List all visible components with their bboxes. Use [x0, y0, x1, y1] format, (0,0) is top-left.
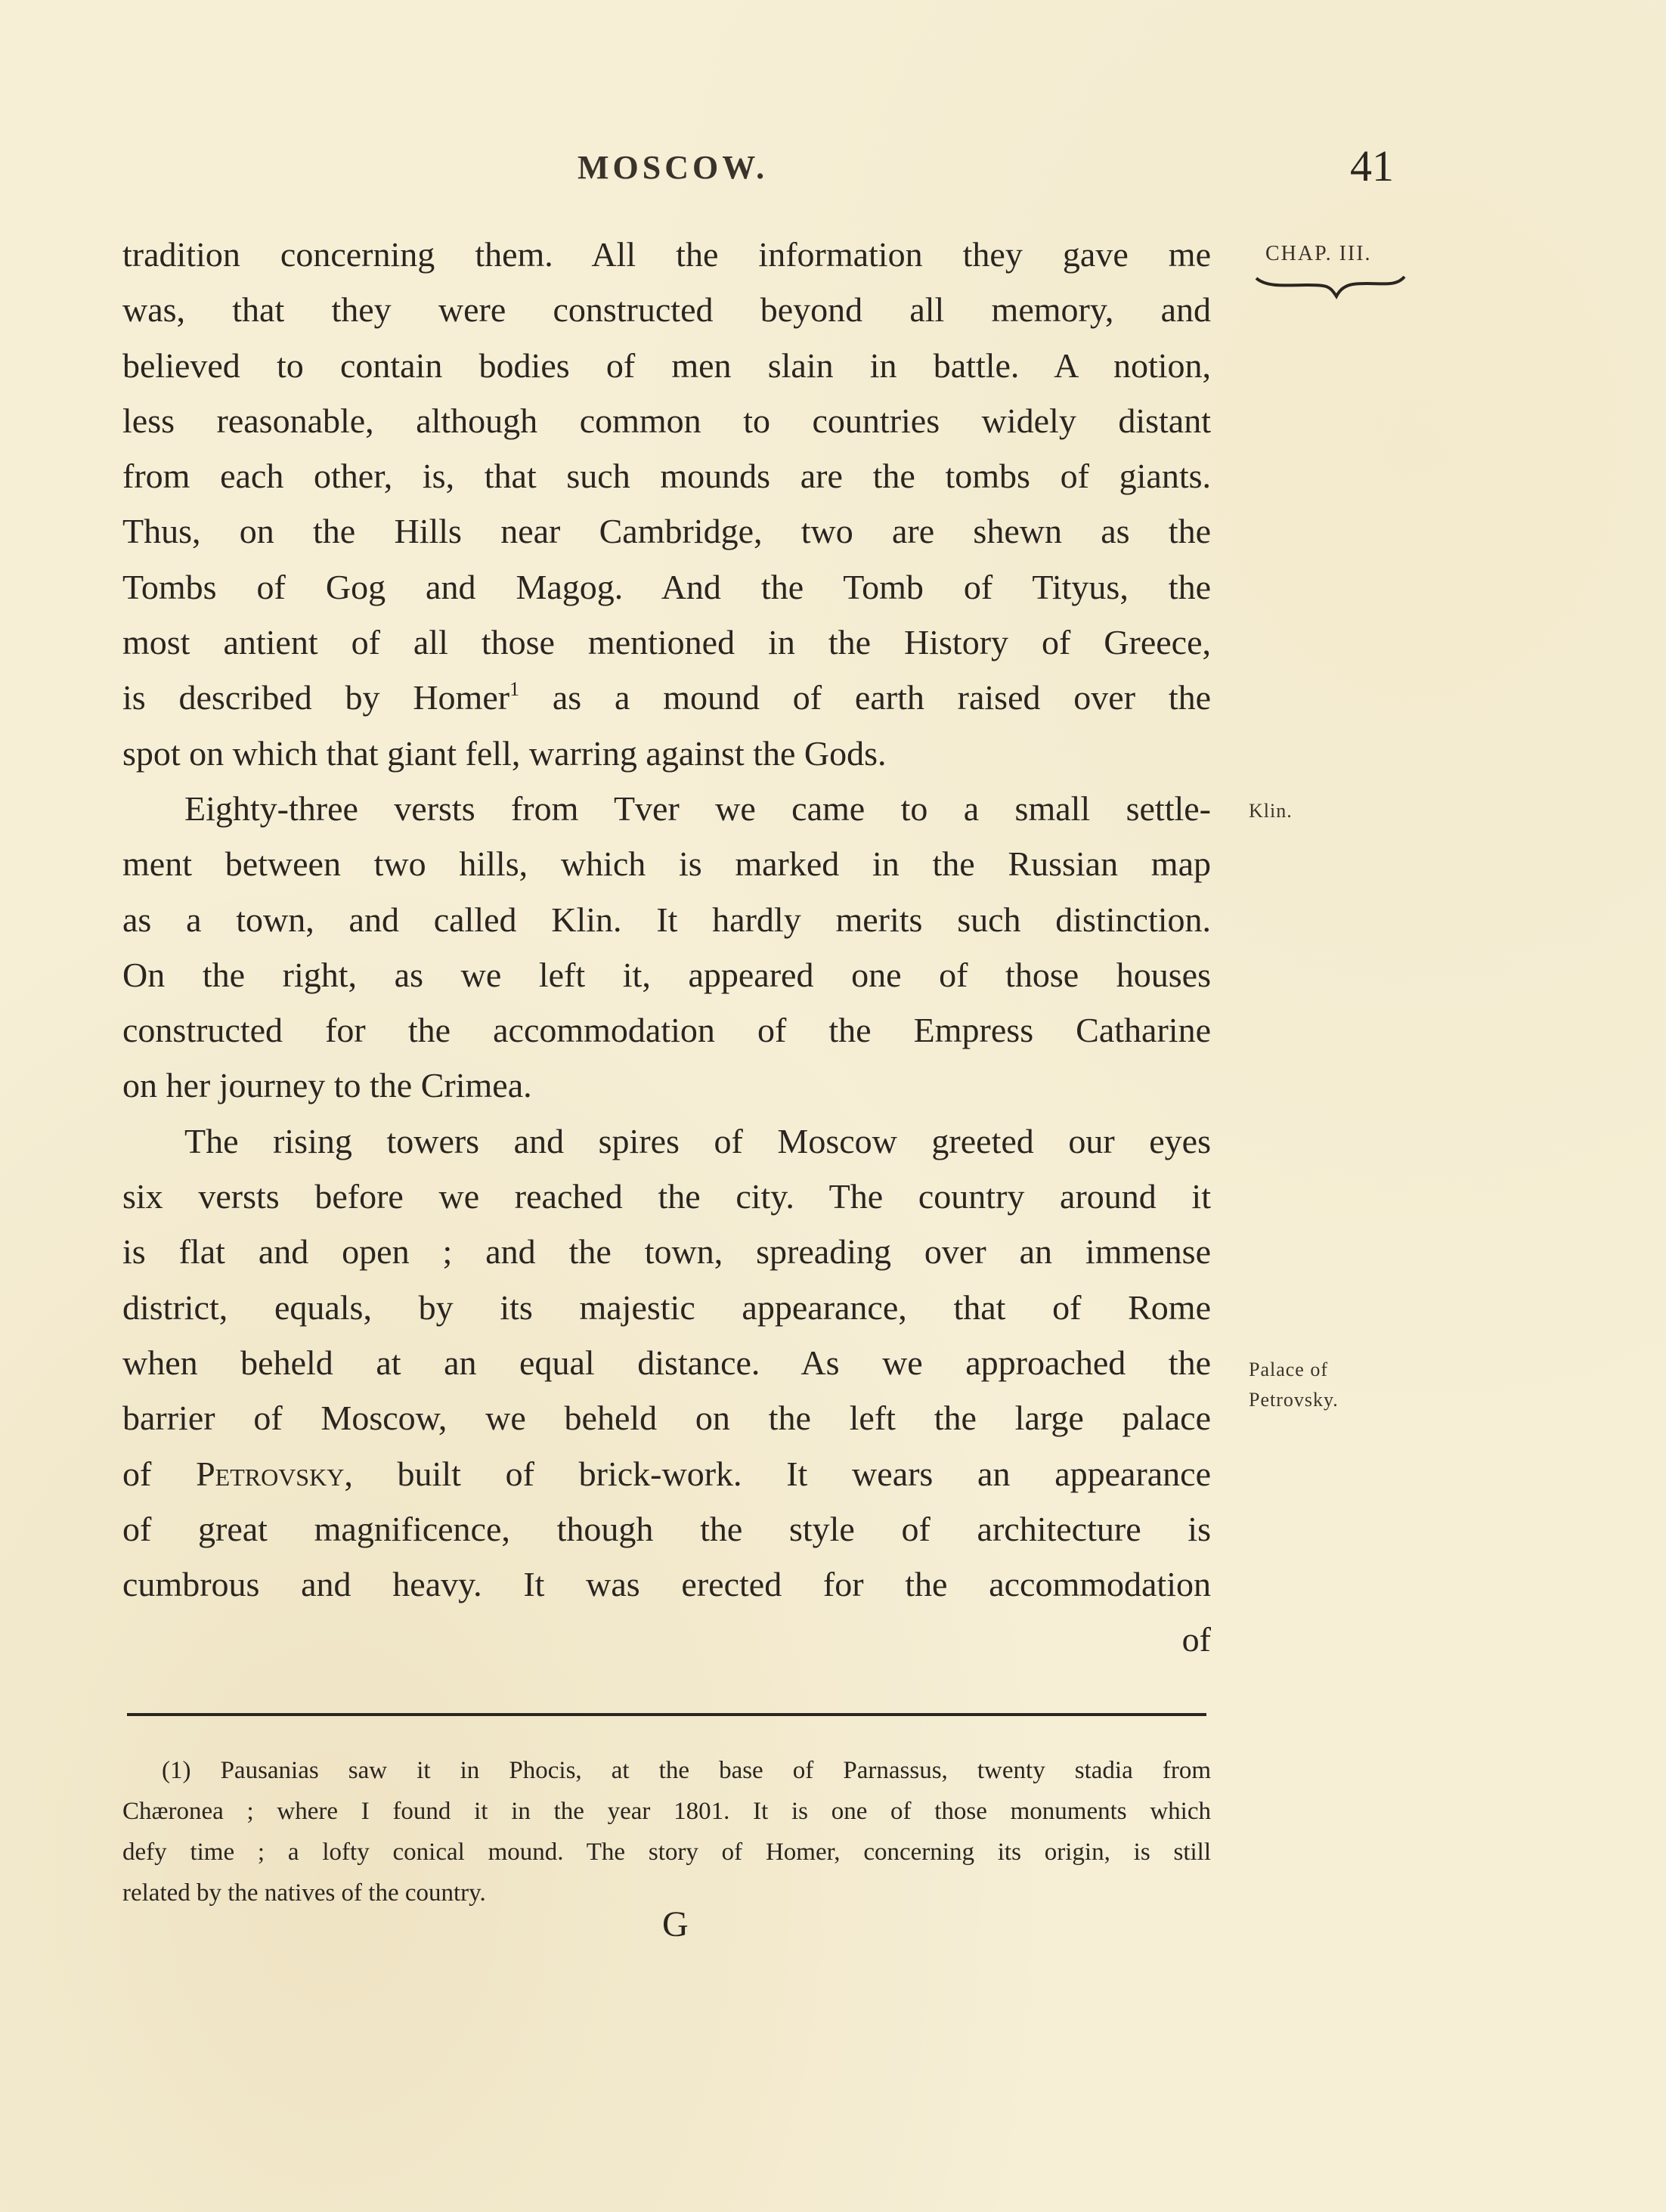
body-line: The rising towers and spires of Moscow greeted our eyes — [184, 1121, 1211, 1160]
body-line-part: , built of brick-work. It wears an appearance — [344, 1454, 1212, 1493]
body-line: barrier of Moscow, we beheld on the left the large palace — [122, 1399, 1211, 1438]
body-line-part: as a mound of earth raised over the — [552, 678, 1212, 717]
body-line: Eighty-three versts from Tver we came to a small settle- — [184, 788, 1211, 828]
body-line: on her journey to the Crimea. — [122, 1066, 532, 1105]
body-line: less reasonable, although common to countries widely distant — [122, 401, 1211, 440]
footnote-marker: 1 — [509, 678, 520, 701]
body-line: believed to contain bodies of men slain in battle. A notion, — [122, 345, 1211, 385]
footnote-line: related by the natives of the country. — [122, 1879, 486, 1907]
body-line: was, that they were constructed beyond all memory, and — [122, 290, 1211, 330]
body-line: Tombs of Gog and Magog. And the Tomb of Tityus, the — [122, 567, 1211, 606]
body-line: On the right, as we left it, appeared one of those houses — [122, 955, 1211, 994]
body-line-with-small-caps — [122, 1446, 1211, 1501]
footnote-line: defy time ; a lofty conical mound. The story of Homer, concerning its origin, is still — [122, 1839, 1211, 1866]
footnote-line: (1) Pausanias saw it in Phocis, at the base of Parnassus, twenty stadia from — [162, 1757, 1211, 1784]
klin-marginal-note: Klin. — [1249, 800, 1293, 822]
body-line: constructed for the accommodation of the Empress Catharine — [122, 1011, 1211, 1050]
palace-marginal-note — [1249, 1355, 1339, 1415]
body-line: as a town, and called Klin. It hardly merits such distinction. — [122, 900, 1211, 939]
body-line: Thus, on the Hills near Cambridge, two are shewn as the — [122, 512, 1211, 551]
body-line-part: is described by Homer — [122, 678, 510, 717]
body-line: ment between two hills, which is marked in the Russian map — [122, 844, 1211, 884]
chapter-brace-ornament — [1255, 272, 1406, 299]
running-title: MOSCOW. — [578, 149, 769, 186]
body-line: six versts before we reached the city. The country around it — [122, 1177, 1211, 1216]
page-number: 41 — [1350, 141, 1394, 191]
body-line: cumbrous and heavy. It was erected for the accommodation — [122, 1565, 1211, 1604]
body-line: district, equals, by its majestic appearance, that of Rome — [122, 1287, 1211, 1327]
body-line: when beheld at an equal distance. As we approached the — [122, 1343, 1211, 1382]
footnote-line: Chæronea ; where I found it in the year 1801. It is one of those monuments which — [122, 1798, 1211, 1825]
chapter-marginal-note: CHAP. III. — [1265, 242, 1372, 265]
footnote — [122, 1750, 1211, 1913]
footnote-rule — [127, 1713, 1206, 1716]
body-line: of great magnificence, though the style of architecture is — [122, 1509, 1211, 1548]
petrovsky-small-caps: Petrovsky — [196, 1454, 345, 1493]
catchword: of — [1181, 1620, 1211, 1659]
signature-mark: G — [662, 1904, 689, 1944]
body-text — [122, 227, 1211, 1668]
body-line: tradition concerning them. All the information they gave me — [122, 235, 1211, 274]
body-line: from each other, is, that such mounds are the tombs of giants. — [122, 457, 1211, 496]
body-line: is flat and open ; and the town, spreading over an immense — [122, 1232, 1211, 1272]
body-line-with-footnote — [122, 670, 1211, 725]
running-head — [0, 141, 1666, 201]
body-line: most antient of all those mentioned in the History of Greece, — [122, 623, 1211, 662]
palace-note-line-1: Palace of — [1249, 1358, 1329, 1380]
palace-note-line-2: Petrovsky. — [1249, 1389, 1339, 1411]
body-line: spot on which that giant fell, warring against the Gods. — [122, 733, 887, 773]
body-line-part: of — [122, 1454, 152, 1493]
